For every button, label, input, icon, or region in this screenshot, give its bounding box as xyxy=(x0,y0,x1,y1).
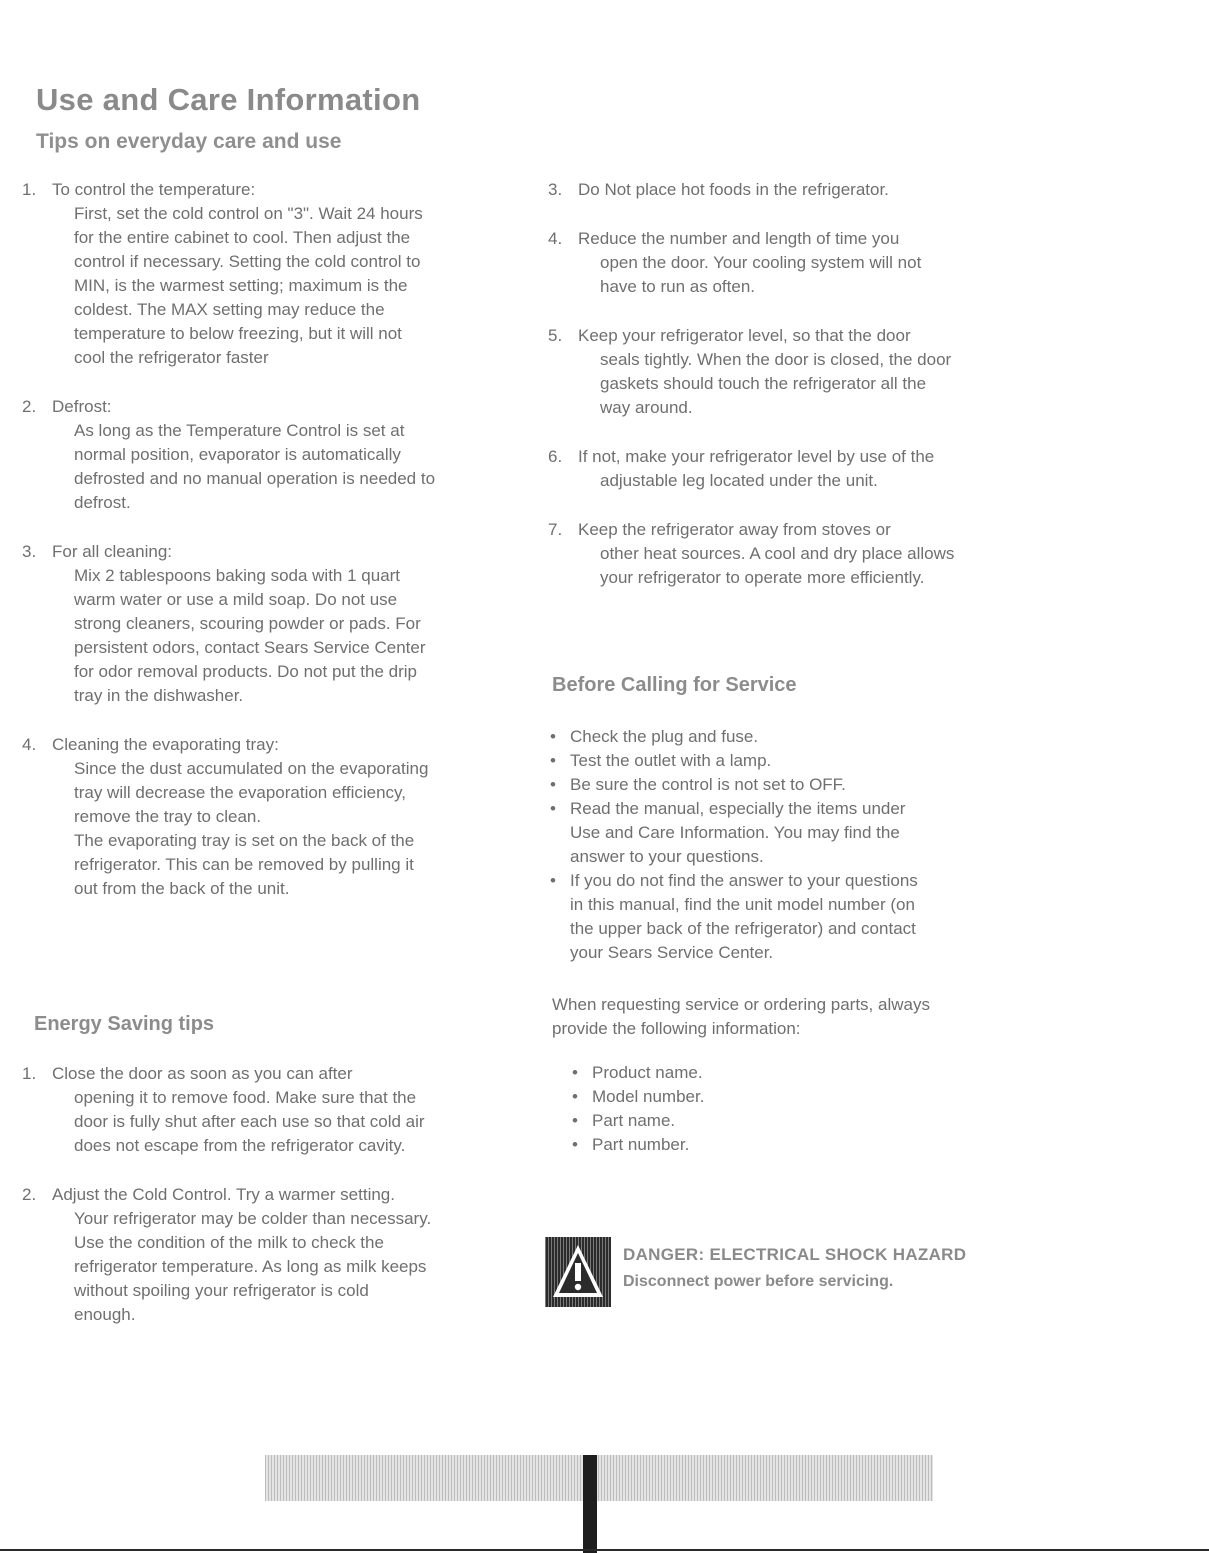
item-line: Since the dust accumulated on the evaporating xyxy=(74,759,429,778)
item-line: gaskets should touch the refrigerator all the xyxy=(600,374,927,393)
bullet-icon: • xyxy=(572,1135,578,1154)
item-line: To control the temperature: xyxy=(52,180,256,199)
item-line: persistent odors, contact Sears Service Center xyxy=(74,638,426,657)
list-item xyxy=(22,1183,522,1327)
checklist-line: If you do not find the answer to your questions xyxy=(570,871,918,890)
info-item xyxy=(570,1085,1018,1109)
checklist-item xyxy=(548,749,1018,773)
item-line: Keep your refrigerator level, so that the door xyxy=(578,326,911,345)
item-number: 2. xyxy=(22,397,37,416)
item-line: strong cleaners, scouring powder or pads. For xyxy=(74,614,421,633)
item-number: 4. xyxy=(22,735,37,754)
item-line: Do Not place hot foods in the refrigerator. xyxy=(578,180,889,199)
energy-heading: Energy Saving tips xyxy=(34,1013,215,1035)
item-line: Adjust the Cold Control. Try a warmer setting. xyxy=(52,1185,395,1204)
item-number: 5. xyxy=(548,326,563,345)
left-column xyxy=(22,178,522,1352)
item-number: 6. xyxy=(548,447,563,466)
checklist-line: in this manual, find the unit model number (on xyxy=(570,895,915,914)
item-line: If not, make your refrigerator level by use of the xyxy=(578,447,935,466)
item-number: 4. xyxy=(548,229,563,248)
item-line: As long as the Temperature Control is set at xyxy=(74,421,405,440)
bullet-icon: • xyxy=(550,751,556,770)
list-item xyxy=(548,324,1018,420)
checklist-line: answer to your questions. xyxy=(570,847,764,866)
item-line: out from the back of the unit. xyxy=(74,879,290,898)
item-line: control if necessary. Setting the cold control to xyxy=(74,252,421,271)
item-line: seals tightly. When the door is closed, the door xyxy=(600,350,952,369)
item-line: without spoiling your refrigerator is cold xyxy=(74,1281,369,1300)
item-number: 3. xyxy=(22,542,37,561)
bottom-rule xyxy=(0,1549,1209,1551)
info-text: Part name. xyxy=(592,1111,676,1130)
list-item xyxy=(22,540,522,708)
item-number: 2. xyxy=(22,1185,37,1204)
footer-decoration xyxy=(265,1455,933,1501)
checklist-line: your Sears Service Center. xyxy=(570,943,774,962)
item-line: Keep the refrigerator away from stoves or xyxy=(578,520,891,539)
warning-triangle-icon xyxy=(545,1237,611,1307)
item-line: open the door. Your cooling system will not xyxy=(600,253,922,272)
item-line: does not escape from the refrigerator cavity. xyxy=(74,1136,406,1155)
checklist-item xyxy=(548,773,1018,797)
item-line: your refrigerator to operate more efficiently. xyxy=(600,568,925,587)
checklist-line: Test the outlet with a lamp. xyxy=(570,751,772,770)
danger-notice xyxy=(545,1237,1005,1307)
info-list xyxy=(570,1061,1018,1157)
item-line: other heat sources. A cool and dry place allows xyxy=(600,544,955,563)
bullet-icon: • xyxy=(550,775,556,794)
list-item xyxy=(548,518,1018,590)
danger-title: DANGER: ELECTRICAL SHOCK HAZARD xyxy=(623,1245,967,1264)
item-line: refrigerator temperature. As long as milk keeps xyxy=(74,1257,427,1276)
item-line: for odor removal products. Do not put the drip xyxy=(74,662,418,681)
item-line: coldest. The MAX setting may reduce the xyxy=(74,300,385,319)
danger-body: Disconnect power before servicing. xyxy=(623,1273,894,1290)
item-line: normal position, evaporator is automatically xyxy=(74,445,401,464)
item-line: Reduce the number and length of time you xyxy=(578,229,900,248)
item-line: Your refrigerator may be colder than necessary. xyxy=(74,1209,432,1228)
item-line: warm water or use a mild soap. Do not use xyxy=(74,590,398,609)
item-line: opening it to remove food. Make sure that the xyxy=(74,1088,417,1107)
list-item xyxy=(22,1062,522,1158)
info-item xyxy=(570,1109,1018,1133)
item-line: refrigerator. This can be removed by pulling it xyxy=(74,855,414,874)
right-column xyxy=(548,178,1018,1157)
bullet-icon: • xyxy=(572,1063,578,1082)
bullet-icon: • xyxy=(572,1111,578,1130)
item-line: for the entire cabinet to cool. Then adjust the xyxy=(74,228,411,247)
bullet-icon: • xyxy=(550,799,556,818)
item-line: First, set the cold control on "3". Wait 24 hours xyxy=(74,204,423,223)
item-line: Defrost: xyxy=(52,397,112,416)
list-item xyxy=(548,445,1018,493)
page-title: Use and Care Information xyxy=(36,82,421,117)
item-line: The evaporating tray is set on the back of the xyxy=(74,831,415,850)
item-line: Mix 2 tablespoons baking soda with 1 quart xyxy=(74,566,401,585)
item-line: enough. xyxy=(74,1305,136,1324)
care-tips-list xyxy=(22,178,522,901)
item-line: tray in the dishwasher. xyxy=(74,686,244,705)
item-line: tray will decrease the evaporation efficiency, xyxy=(74,783,406,802)
footer-post xyxy=(583,1455,597,1553)
item-number: 1. xyxy=(22,180,37,199)
bullet-icon: • xyxy=(572,1087,578,1106)
checklist-line: Use and Care Information. You may find the xyxy=(570,823,900,842)
info-text: Model number. xyxy=(592,1087,705,1106)
item-number: 1. xyxy=(22,1064,37,1083)
section-subtitle: Tips on everyday care and use xyxy=(36,130,342,153)
item-line: adjustable leg located under the unit. xyxy=(600,471,878,490)
bullet-icon: • xyxy=(550,727,556,746)
item-line: For all cleaning: xyxy=(52,542,173,561)
request-line: provide the following information: xyxy=(552,1019,801,1038)
checklist-item xyxy=(548,869,1018,965)
item-line: have to run as often. xyxy=(600,277,755,296)
checklist-item xyxy=(548,797,1018,869)
item-line: remove the tray to clean. xyxy=(74,807,262,826)
checklist-line: Be sure the control is not set to OFF. xyxy=(570,775,846,794)
info-item xyxy=(570,1133,1018,1157)
item-line: Use the condition of the milk to check the xyxy=(74,1233,384,1252)
checklist-item xyxy=(548,725,1018,749)
list-item xyxy=(548,178,1018,202)
checklist-line: the upper back of the refrigerator) and contact xyxy=(570,919,916,938)
item-line: way around. xyxy=(600,398,693,417)
item-line: Close the door as soon as you can after xyxy=(52,1064,353,1083)
list-item xyxy=(22,733,522,901)
info-item xyxy=(570,1061,1018,1085)
more-tips-list xyxy=(548,178,1018,590)
item-line: temperature to below freezing, but it will not xyxy=(74,324,402,343)
item-line: defrosted and no manual operation is needed to xyxy=(74,469,436,488)
item-line: door is fully shut after each use so that cold air xyxy=(74,1112,425,1131)
list-item xyxy=(22,178,522,370)
service-heading: Before Calling for Service xyxy=(552,674,797,696)
bullet-icon: • xyxy=(550,871,556,890)
request-line: When requesting service or ordering parts, always xyxy=(552,995,930,1014)
checklist-line: Check the plug and fuse. xyxy=(570,727,759,746)
list-item xyxy=(548,227,1018,299)
info-text: Product name. xyxy=(592,1063,703,1082)
request-text xyxy=(552,993,1018,1041)
energy-tips-list xyxy=(22,1062,522,1327)
item-line: defrost. xyxy=(74,493,131,512)
item-line: MIN, is the warmest setting; maximum is the xyxy=(74,276,408,295)
info-text: Part number. xyxy=(592,1135,690,1154)
item-line: Cleaning the evaporating tray: xyxy=(52,735,279,754)
item-line: cool the refrigerator faster xyxy=(74,348,269,367)
item-number: 3. xyxy=(548,180,563,199)
checklist-line: Read the manual, especially the items under xyxy=(570,799,906,818)
item-number: 7. xyxy=(548,520,563,539)
list-item xyxy=(22,395,522,515)
service-checklist xyxy=(548,725,1018,965)
